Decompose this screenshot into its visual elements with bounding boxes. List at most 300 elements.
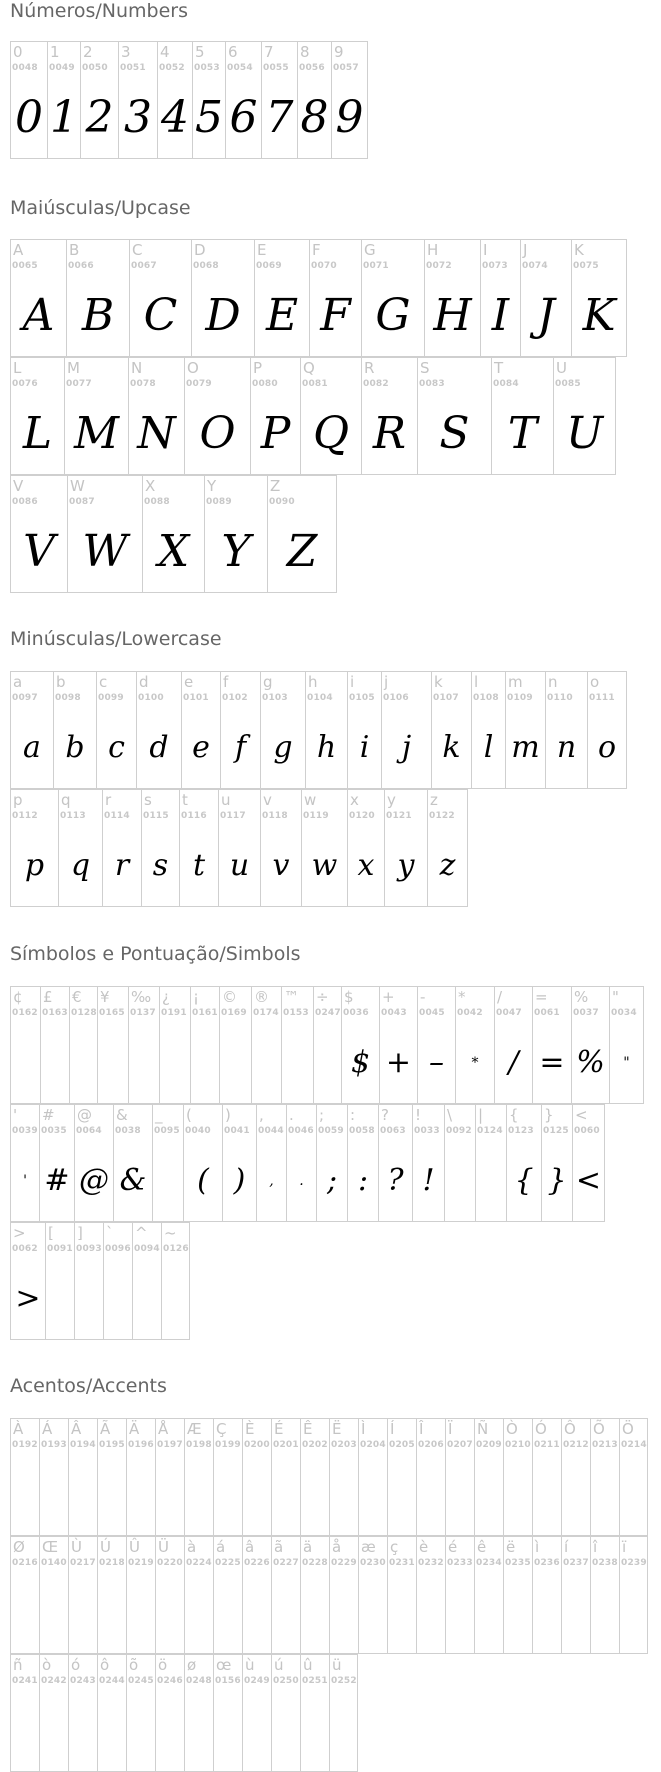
glyph-character: é — [448, 1538, 458, 1556]
glyph-sample — [591, 1581, 619, 1645]
glyph-character: # — [42, 1106, 55, 1124]
glyph-character: Ó — [535, 1420, 547, 1438]
glyph-cell — [541, 1104, 572, 1222]
glyph-cell — [301, 789, 347, 907]
glyph-cell — [545, 671, 587, 789]
glyph-character: ï — [622, 1538, 627, 1556]
glyph-code: 0128 — [71, 1008, 97, 1018]
glyph-cell — [361, 239, 424, 357]
glyph-cell — [561, 1536, 590, 1654]
glyph-sample: n — [556, 730, 577, 765]
glyph-cell — [571, 986, 609, 1104]
glyph-sample — [156, 1699, 184, 1763]
glyph-code: 0080 — [252, 379, 278, 389]
glyph-cell — [347, 671, 381, 789]
glyph-code: 0192 — [12, 1440, 38, 1450]
numbers-grid — [10, 41, 368, 159]
glyph-code: 0065 — [12, 261, 38, 271]
glyph-sample: u — [229, 848, 250, 883]
glyph-cell — [58, 789, 102, 907]
glyph-code: 0225 — [215, 1558, 241, 1568]
glyph-sample — [98, 1699, 126, 1763]
glyph-sample — [156, 1581, 184, 1645]
glyph-code: 0082 — [363, 379, 389, 389]
glyph-code: 0111 — [589, 693, 615, 703]
glyph-character: Q — [303, 359, 315, 377]
glyph-cell — [590, 1418, 619, 1536]
glyph-code: 0198 — [186, 1440, 212, 1450]
glyph-sample — [243, 1463, 271, 1527]
glyph-cell — [445, 1418, 474, 1536]
glyph-cell — [40, 986, 69, 1104]
glyph-sample: q — [70, 848, 91, 883]
glyph-character: í — [564, 1538, 569, 1556]
glyph-code: 0125 — [543, 1126, 569, 1136]
glyph-cell — [80, 41, 118, 159]
glyph-cell — [155, 1654, 184, 1772]
glyph-sample: Y — [221, 526, 251, 577]
glyph-cell — [619, 1536, 648, 1654]
glyph-cell — [157, 41, 192, 159]
glyph-sample: – — [429, 1045, 444, 1080]
glyph-cell — [218, 789, 260, 907]
glyph-character: É — [274, 1420, 284, 1438]
glyph-character: Û — [129, 1538, 140, 1556]
glyph-code: 0077 — [66, 379, 92, 389]
glyph-code: 0039 — [12, 1126, 38, 1136]
glyph-character: $ — [344, 988, 354, 1006]
glyph-cell — [141, 789, 179, 907]
glyph-cell — [254, 239, 309, 357]
glyph-character: È — [245, 1420, 255, 1438]
glyph-code: 0060 — [574, 1126, 600, 1136]
glyph-sample: . — [299, 1173, 304, 1189]
glyph-character: x — [350, 791, 359, 809]
glyph-code: 0094 — [134, 1244, 160, 1254]
glyph-character: Ø — [13, 1538, 25, 1556]
glyph-sample — [446, 1581, 474, 1645]
glyph-character: Á — [42, 1420, 53, 1438]
glyph-code: 0193 — [41, 1440, 67, 1450]
glyph-cell — [417, 986, 455, 1104]
symbols-grid — [10, 986, 644, 1340]
glyph-character: g — [263, 673, 273, 691]
glyph-sample: a — [23, 730, 41, 765]
glyph-character: Í — [390, 1420, 395, 1438]
glyph-code: 0212 — [563, 1440, 589, 1450]
glyph-sample: l — [483, 730, 494, 765]
glyph-code: 0118 — [262, 811, 288, 821]
glyph-sample — [620, 1463, 647, 1527]
glyph-cell — [10, 671, 53, 789]
glyph-sample: L — [22, 408, 53, 459]
glyph-cell — [53, 671, 96, 789]
glyph-character: w — [304, 791, 317, 809]
glyph-character: a — [13, 673, 23, 691]
glyph-character: . — [289, 1106, 294, 1124]
glyph-sample: o — [597, 730, 617, 765]
glyph-sample: 2 — [85, 92, 114, 143]
glyph-sample — [70, 1031, 97, 1095]
glyph-sample: w — [311, 848, 338, 883]
glyph-code: 0216 — [12, 1558, 38, 1568]
glyph-code: 0235 — [505, 1558, 531, 1568]
glyph-cell — [561, 1418, 590, 1536]
glyph-sample: j — [401, 730, 412, 765]
glyph-character: t — [182, 791, 188, 809]
glyph-cell — [587, 671, 627, 789]
glyph-sample — [11, 1699, 39, 1763]
glyph-sample: R — [372, 408, 407, 459]
glyph-sample — [69, 1699, 97, 1763]
glyph-cell — [341, 986, 379, 1104]
glyph-cell — [532, 1418, 561, 1536]
glyph-cell — [10, 357, 64, 475]
glyph-code: 0162 — [12, 1008, 38, 1018]
glyph-character: ì — [535, 1538, 540, 1556]
glyph-cell — [179, 789, 218, 907]
glyph-character: Ï — [448, 1420, 453, 1438]
glyph-character: d — [139, 673, 149, 691]
glyph-cell — [128, 357, 184, 475]
glyph-sample: K — [582, 290, 616, 341]
glyph-cell — [571, 239, 627, 357]
glyph-row — [10, 357, 627, 475]
glyph-code: 0153 — [283, 1008, 309, 1018]
glyph-sample — [40, 1581, 68, 1645]
glyph-sample: 7 — [265, 92, 294, 143]
glyph-cell — [159, 986, 190, 1104]
glyph-cell — [329, 1418, 358, 1536]
glyph-cell — [39, 1418, 68, 1536]
glyph-sample — [301, 1463, 329, 1527]
glyph-code: 0097 — [12, 693, 38, 703]
upcase-grid — [10, 239, 627, 593]
glyph-code: 0044 — [258, 1126, 284, 1136]
glyph-sample: O — [199, 408, 236, 459]
glyph-sample — [620, 1581, 647, 1645]
glyph-character: h — [308, 673, 318, 691]
glyph-character: â — [245, 1538, 255, 1556]
glyph-cell — [10, 1418, 39, 1536]
glyph-cell — [45, 1222, 74, 1340]
glyph-code: 0056 — [299, 63, 325, 73]
glyph-cell — [387, 1418, 416, 1536]
glyph-sample: ' — [23, 1173, 27, 1189]
glyph-code: 0194 — [70, 1440, 96, 1450]
glyph-character: { — [509, 1106, 519, 1124]
glyph-character: [ — [48, 1224, 54, 1242]
glyph-cell — [97, 1654, 126, 1772]
glyph-code: 0246 — [157, 1676, 183, 1686]
glyph-code: 0236 — [534, 1558, 560, 1568]
glyph-sample — [330, 1699, 357, 1763]
glyph-code: 0034 — [611, 1008, 637, 1018]
glyph-cell — [358, 1418, 387, 1536]
glyph-character: W — [70, 477, 85, 495]
glyph-code: 0068 — [193, 261, 219, 271]
glyph-row — [10, 475, 627, 593]
glyph-cell — [96, 671, 136, 789]
glyph-code: 0048 — [12, 63, 38, 73]
glyph-character: 2 — [83, 43, 93, 61]
glyph-code: 0093 — [76, 1244, 102, 1254]
glyph-sample: + — [385, 1045, 412, 1080]
section-title-numbers: Números/Numbers — [10, 0, 188, 22]
glyph-character: P — [253, 359, 263, 377]
glyph-character: œ — [216, 1656, 232, 1674]
glyph-code: 0075 — [573, 261, 599, 271]
glyph-cell — [427, 789, 468, 907]
glyph-cell — [267, 475, 337, 593]
glyph-cell — [331, 41, 368, 159]
glyph-code: 0247 — [315, 1008, 341, 1018]
glyph-code: 0229 — [331, 1558, 357, 1568]
glyph-sample — [301, 1581, 329, 1645]
glyph-code: 0228 — [302, 1558, 328, 1568]
glyph-character: f — [223, 673, 229, 691]
glyph-sample: T — [507, 408, 538, 459]
glyph-character: R — [364, 359, 375, 377]
glyph-cell — [471, 671, 505, 789]
glyph-cell — [416, 1418, 445, 1536]
glyph-sample: H — [433, 290, 472, 341]
glyph-sample: V — [23, 526, 55, 577]
glyph-sample: = — [539, 1045, 565, 1080]
glyph-sample — [272, 1463, 300, 1527]
glyph-character: O — [187, 359, 199, 377]
glyph-sample — [301, 1699, 329, 1763]
glyph-cell — [222, 1104, 256, 1222]
glyph-code: 0106 — [383, 693, 409, 703]
glyph-character: T — [494, 359, 504, 377]
glyph-cell — [97, 986, 128, 1104]
glyph-code: 0226 — [244, 1558, 270, 1568]
glyph-character: 8 — [300, 43, 310, 61]
glyph-sample — [446, 1463, 474, 1527]
glyph-cell — [553, 357, 616, 475]
glyph-character: ~ — [164, 1224, 177, 1242]
glyph-code: 0076 — [12, 379, 38, 389]
glyph-row — [10, 239, 627, 357]
glyph-cell — [431, 671, 471, 789]
glyph-character: < — [575, 1106, 588, 1124]
glyph-cell — [445, 1536, 474, 1654]
glyph-code: 0079 — [186, 379, 212, 389]
glyph-code: 0114 — [104, 811, 130, 821]
glyph-character: > — [13, 1224, 26, 1242]
glyph-character: L — [13, 359, 22, 377]
glyph-sample — [330, 1581, 358, 1645]
glyph-sample — [127, 1699, 155, 1763]
glyph-cell — [97, 1418, 126, 1536]
glyph-sample: D — [205, 290, 241, 341]
glyph-character: + — [382, 988, 395, 1006]
glyph-code: 0116 — [181, 811, 207, 821]
glyph-row — [10, 1418, 648, 1536]
glyph-character: k — [434, 673, 443, 691]
glyph-character: Ñ — [477, 1420, 489, 1438]
glyph-code: 0088 — [144, 497, 170, 507]
glyph-character: ã — [274, 1538, 284, 1556]
glyph-cell — [219, 986, 251, 1104]
glyph-sample: Q — [312, 408, 350, 459]
glyph-sample — [504, 1581, 532, 1645]
glyph-sample — [69, 1581, 97, 1645]
glyph-sample: 8 — [300, 92, 329, 143]
glyph-cell — [39, 1654, 68, 1772]
glyph-character: A — [13, 241, 24, 259]
glyph-sample: / — [508, 1045, 519, 1080]
glyph-character: 6 — [228, 43, 238, 61]
glyph-sample — [252, 1031, 281, 1095]
glyph-code: 0058 — [349, 1126, 375, 1136]
glyph-cell — [480, 239, 520, 357]
glyph-cell — [204, 475, 267, 593]
glyph-character: á — [216, 1538, 226, 1556]
glyph-code: 0064 — [76, 1126, 102, 1136]
glyph-character: Õ — [593, 1420, 605, 1438]
glyph-cell — [261, 41, 297, 159]
glyph-character: Ù — [71, 1538, 82, 1556]
glyph-cell — [494, 986, 532, 1104]
glyph-code: 0110 — [547, 693, 573, 703]
glyph-code: 0161 — [192, 1008, 218, 1018]
glyph-character: & — [116, 1106, 128, 1124]
glyph-code: 0249 — [244, 1676, 270, 1686]
glyph-sample — [562, 1581, 590, 1645]
glyph-cell — [416, 1536, 445, 1654]
glyph-cell — [69, 986, 97, 1104]
glyph-sample: E — [265, 290, 299, 341]
glyph-cell — [329, 1536, 358, 1654]
glyph-character: s — [144, 791, 152, 809]
glyph-code: 0205 — [389, 1440, 415, 1450]
glyph-cell — [161, 1222, 190, 1340]
section-title-upcase: Maiúsculas/Upcase — [10, 197, 191, 219]
glyph-cell — [250, 357, 300, 475]
glyph-character: 3 — [121, 43, 131, 61]
glyph-cell — [136, 671, 181, 789]
glyph-sample: s — [152, 848, 169, 883]
glyph-cell — [113, 1104, 152, 1222]
glyph-sample: @ — [79, 1163, 109, 1198]
glyph-cell — [505, 671, 545, 789]
glyph-sample — [359, 1463, 387, 1527]
glyph-code: 0108 — [473, 693, 499, 703]
glyph-sample: y — [397, 848, 415, 883]
glyph-character: v — [263, 791, 272, 809]
glyph-sample — [40, 1699, 68, 1763]
glyph-character: ¢ — [13, 988, 23, 1006]
glyph-code: 0113 — [60, 811, 86, 821]
glyph-sample — [162, 1267, 189, 1331]
glyph-character: ¡ — [193, 988, 200, 1006]
glyph-sample — [185, 1699, 213, 1763]
glyph-cell — [242, 1654, 271, 1772]
glyph-cell — [184, 1418, 213, 1536]
glyph-cell — [152, 1104, 183, 1222]
glyph-cell — [97, 1536, 126, 1654]
glyph-sample — [98, 1031, 128, 1095]
glyph-cell — [520, 239, 571, 357]
glyph-code: 0207 — [447, 1440, 473, 1450]
glyph-character: X — [145, 477, 156, 495]
glyph-character: à — [187, 1538, 197, 1556]
glyph-character: Ä — [129, 1420, 140, 1438]
glyph-sample — [133, 1267, 161, 1331]
glyph-code: 0078 — [130, 379, 156, 389]
glyph-code: 0195 — [99, 1440, 125, 1450]
glyph-code: 0123 — [508, 1126, 534, 1136]
glyph-code: 0095 — [154, 1126, 180, 1136]
glyph-cell — [225, 41, 261, 159]
glyph-character: U — [556, 359, 567, 377]
glyph-character: : — [350, 1106, 356, 1124]
glyph-cell — [10, 1654, 39, 1772]
glyph-row — [10, 671, 627, 789]
glyph-character: Å — [158, 1420, 169, 1438]
glyph-character: \ — [447, 1106, 453, 1124]
glyph-code: 0206 — [418, 1440, 444, 1450]
glyph-character: Æ — [187, 1420, 202, 1438]
glyph-character: Ü — [158, 1538, 169, 1556]
glyph-sample — [127, 1463, 155, 1527]
glyph-sample: ( — [197, 1163, 209, 1198]
glyph-code: 0051 — [120, 63, 146, 73]
glyph-character: b — [56, 673, 66, 691]
glyph-character: p — [13, 791, 23, 809]
glyph-sample — [272, 1699, 300, 1763]
glyph-code: 0233 — [447, 1558, 473, 1568]
glyph-sample: G — [375, 290, 411, 341]
glyph-code: 0046 — [288, 1126, 314, 1136]
glyph-sample — [282, 1031, 313, 1095]
glyph-code: 0163 — [42, 1008, 68, 1018]
glyph-character: ä — [303, 1538, 313, 1556]
glyph-code: 0054 — [227, 63, 253, 73]
glyph-sample: X — [157, 526, 190, 577]
glyph-code: 0196 — [128, 1440, 154, 1450]
glyph-code: 0250 — [273, 1676, 299, 1686]
glyph-row — [10, 1536, 648, 1654]
glyph-cell — [220, 671, 260, 789]
glyph-character: c — [99, 673, 108, 691]
glyph-sample — [243, 1699, 271, 1763]
glyph-sample: P — [260, 408, 291, 459]
glyph-code: 0126 — [163, 1244, 189, 1254]
glyph-character: À — [13, 1420, 24, 1438]
glyph-character: ` — [106, 1224, 114, 1242]
glyph-cell — [329, 1654, 358, 1772]
glyph-character: ' — [13, 1106, 18, 1124]
glyph-sample: N — [137, 408, 176, 459]
glyph-cell — [10, 789, 58, 907]
glyph-cell — [184, 1536, 213, 1654]
glyph-character: } — [544, 1106, 554, 1124]
glyph-row — [10, 1104, 644, 1222]
glyph-code: 0067 — [131, 261, 157, 271]
glyph-cell — [271, 1654, 300, 1772]
glyph-sample — [191, 1031, 219, 1095]
glyph-cell — [506, 1104, 541, 1222]
glyph-character: Â — [71, 1420, 82, 1438]
glyph-code: 0072 — [426, 261, 452, 271]
glyph-character: 4 — [160, 43, 170, 61]
glyph-code: 0174 — [253, 1008, 279, 1018]
glyph-cell — [260, 789, 301, 907]
glyph-sample: c — [108, 730, 125, 765]
